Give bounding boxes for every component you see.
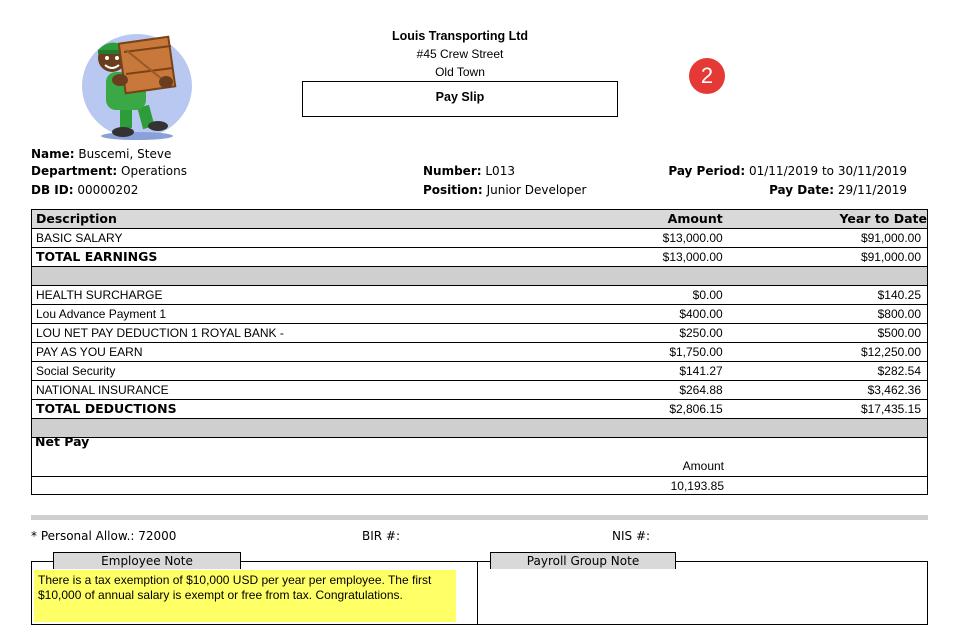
row-ytd: $282.54 bbox=[729, 362, 928, 381]
department-value: Operations bbox=[121, 164, 187, 178]
employee-dbid bbox=[31, 183, 138, 197]
employee-note-tab: Employee Note bbox=[53, 552, 241, 569]
row-description: BASIC SALARY bbox=[32, 229, 531, 248]
header-description: Description bbox=[32, 210, 531, 229]
total-deductions-label: TOTAL DEDUCTIONS bbox=[32, 400, 531, 419]
name-value: Buscemi, Steve bbox=[78, 147, 172, 161]
dbid-label: DB ID: bbox=[31, 183, 74, 197]
payroll-group-note-tab: Payroll Group Note bbox=[490, 552, 676, 569]
row-ytd: $91,000.00 bbox=[729, 229, 928, 248]
bir-number: BIR #: bbox=[362, 529, 401, 543]
employee-position bbox=[423, 183, 586, 197]
total-earnings-amount: $13,000.00 bbox=[531, 248, 729, 267]
delivery-man-icon bbox=[76, 22, 198, 142]
total-deductions-row bbox=[32, 400, 928, 419]
header-amount: Amount bbox=[531, 210, 729, 229]
row-amount: $13,000.00 bbox=[531, 229, 729, 248]
row-ytd: $3,462.36 bbox=[729, 381, 928, 400]
pay-period bbox=[600, 164, 907, 178]
personal-allowance: * Personal Allow.: 72000 bbox=[31, 529, 177, 543]
row-amount: $1,750.00 bbox=[531, 343, 729, 362]
pay-period-value: 01/11/2019 to 30/11/2019 bbox=[748, 164, 907, 178]
company-address: #45 Crew Street bbox=[416, 47, 504, 61]
row-amount: $264.88 bbox=[531, 381, 729, 400]
nis-number: NIS #: bbox=[612, 529, 651, 543]
employee-note-border bbox=[241, 561, 478, 562]
row-description: NATIONAL INSURANCE bbox=[32, 381, 531, 400]
table-row bbox=[32, 305, 928, 324]
table-row bbox=[32, 381, 928, 400]
section-divider bbox=[32, 267, 928, 286]
pay-date bbox=[600, 183, 907, 197]
row-ytd: $500.00 bbox=[729, 324, 928, 343]
pay-table bbox=[31, 209, 928, 438]
company-logo bbox=[76, 22, 198, 142]
row-amount: $141.27 bbox=[531, 362, 729, 381]
row-amount: $250.00 bbox=[531, 324, 729, 343]
net-pay-box bbox=[31, 423, 928, 495]
payroll-group-note-box bbox=[477, 561, 928, 625]
document-title: Pay Slip bbox=[302, 81, 618, 117]
dbid-value: 00000202 bbox=[77, 183, 139, 197]
employee-note-text: There is a tax exemption of $10,000 USD per year per employee. The first $10,000 of annual salary is exempt or free from tax. Congratulations. bbox=[34, 570, 456, 622]
pay-period-label: Pay Period: bbox=[668, 164, 746, 178]
employee-department bbox=[31, 164, 187, 178]
header-ytd: Year to Date bbox=[729, 210, 928, 229]
company-town: Old Town bbox=[435, 65, 485, 79]
row-ytd: $12,250.00 bbox=[729, 343, 928, 362]
row-description: Lou Advance Payment 1 bbox=[32, 305, 531, 324]
table-header bbox=[32, 210, 928, 229]
step-badge: 2 bbox=[689, 58, 725, 94]
row-amount: $0.00 bbox=[531, 286, 729, 305]
row-description: HEALTH SURCHARGE bbox=[32, 286, 531, 305]
total-earnings-row bbox=[32, 248, 928, 267]
footer-separator bbox=[31, 515, 928, 520]
table-row bbox=[32, 286, 928, 305]
payroll-note-border bbox=[676, 561, 928, 562]
row-ytd: $140.25 bbox=[729, 286, 928, 305]
number-value: L013 bbox=[485, 164, 515, 178]
row-amount: $400.00 bbox=[531, 305, 729, 324]
row-description: LOU NET PAY DEDUCTION 1 ROYAL BANK - bbox=[32, 324, 531, 343]
name-label: Name: bbox=[31, 147, 75, 161]
row-ytd: $800.00 bbox=[729, 305, 928, 324]
net-pay-divider bbox=[31, 476, 928, 477]
department-label: Department: bbox=[31, 164, 118, 178]
total-deductions-amount: $2,806.15 bbox=[531, 400, 729, 419]
total-earnings-label: TOTAL EARNINGS bbox=[32, 248, 531, 267]
table-row bbox=[32, 229, 928, 248]
net-pay-title: Net Pay bbox=[35, 434, 90, 449]
table-row bbox=[32, 324, 928, 343]
net-pay-amount: 10,193.85 bbox=[670, 479, 724, 493]
number-label: Number: bbox=[423, 164, 482, 178]
company-name: Louis Transporting Ltd bbox=[391, 29, 529, 43]
pay-date-value: 29/11/2019 bbox=[837, 183, 907, 197]
total-deductions-ytd: $17,435.15 bbox=[729, 400, 928, 419]
payroll-note-border bbox=[477, 561, 490, 562]
pay-date-label: Pay Date: bbox=[769, 183, 834, 197]
net-pay-amount-label: Amount bbox=[682, 459, 724, 473]
table-row bbox=[32, 362, 928, 381]
employee-note-border bbox=[31, 561, 53, 562]
employee-number bbox=[423, 164, 515, 178]
table-row bbox=[32, 343, 928, 362]
employee-name bbox=[31, 147, 171, 161]
position-label: Position: bbox=[423, 183, 483, 197]
row-description: Social Security bbox=[32, 362, 531, 381]
row-description: PAY AS YOU EARN bbox=[32, 343, 531, 362]
position-value: Junior Developer bbox=[486, 183, 587, 197]
total-earnings-ytd: $91,000.00 bbox=[729, 248, 928, 267]
